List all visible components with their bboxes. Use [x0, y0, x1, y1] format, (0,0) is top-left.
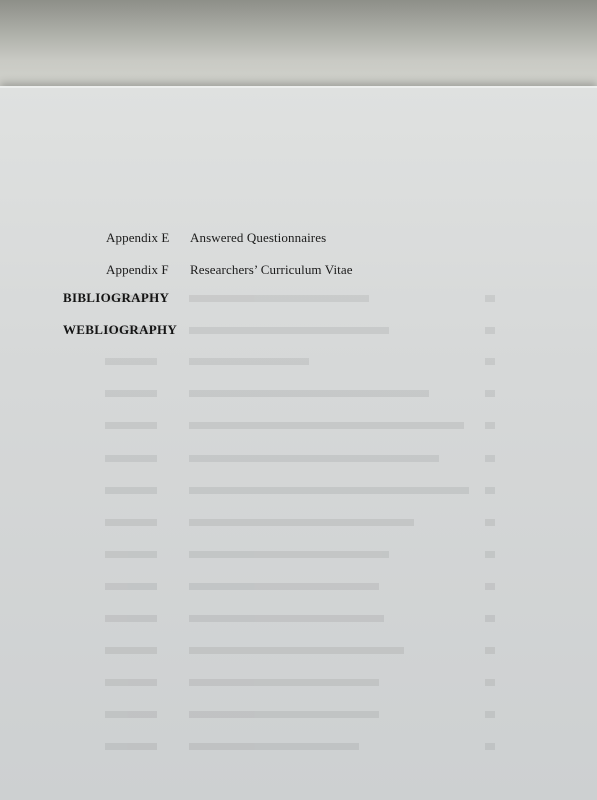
show-through-line	[105, 516, 495, 530]
appendix-f-title: Researchers’ Curriculum Vitae	[190, 262, 353, 277]
page-top-edge	[0, 86, 597, 88]
show-through-line	[105, 580, 495, 594]
show-through-line	[105, 355, 495, 369]
show-through-line	[105, 676, 495, 690]
show-through-line	[105, 644, 495, 658]
appendix-e-title: Answered Questionnaires	[190, 230, 327, 245]
show-through-line	[105, 740, 495, 754]
bibliography-heading: BIBLIOGRAPHY	[63, 290, 170, 305]
show-through-line	[105, 548, 495, 562]
appendix-e-label: Appendix E	[106, 230, 170, 245]
show-through-line	[105, 452, 495, 466]
show-through-line	[105, 612, 495, 626]
show-through-line	[105, 387, 495, 401]
show-through-line	[105, 419, 495, 433]
webliography-heading: WEBLIOGRAPHY	[63, 322, 178, 337]
show-through-line	[105, 484, 495, 498]
appendix-f-label: Appendix F	[106, 262, 169, 277]
document-page	[0, 86, 597, 800]
show-through-line	[105, 708, 495, 722]
